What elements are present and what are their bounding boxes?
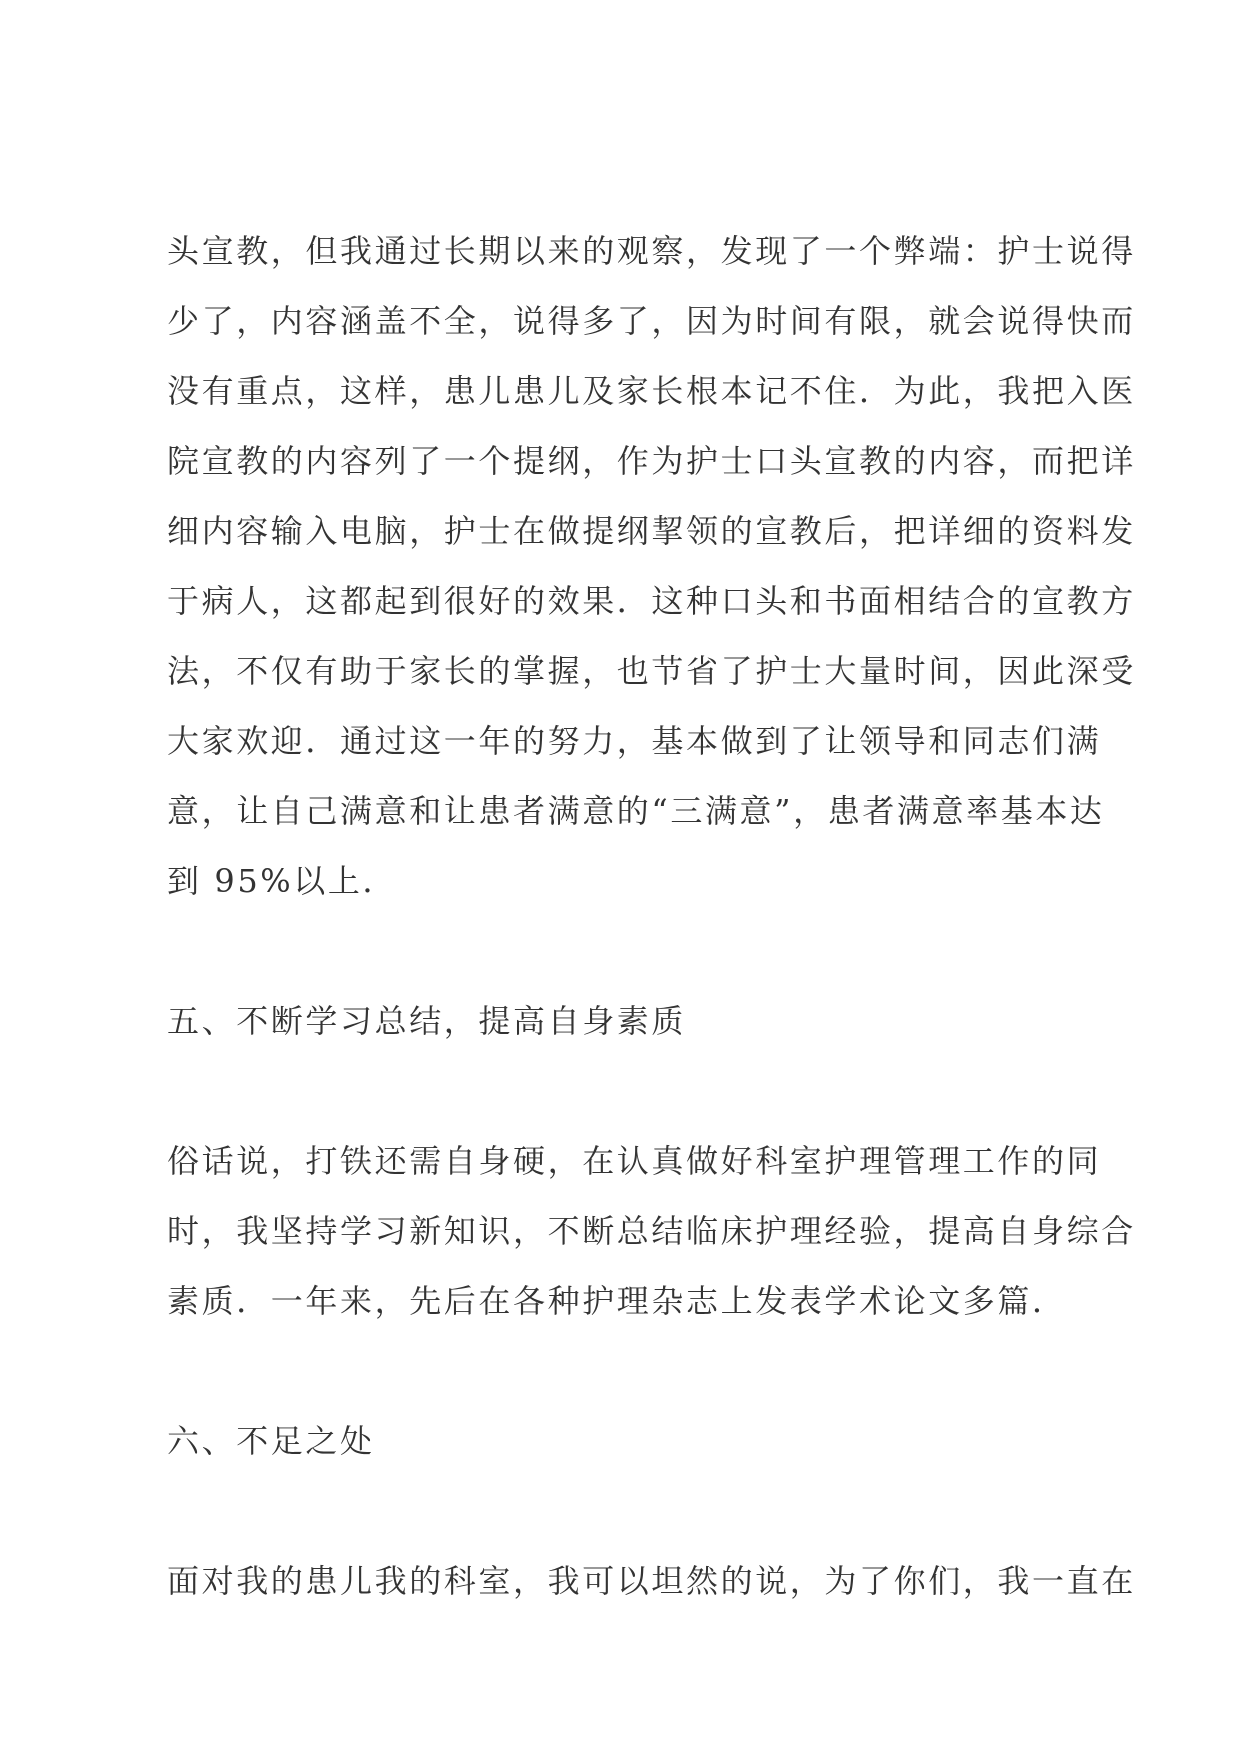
page-content bbox=[167, 216, 1136, 1616]
text-line: 没有重点，这样，患儿患儿及家长根本记不住．为此，我把入医 bbox=[167, 372, 1136, 410]
text-line: 大家欢迎．通过这一年的努力，基本做到了让领导和同志们满 bbox=[167, 722, 1102, 760]
section-heading-6: 六、不足之处 bbox=[167, 1422, 375, 1460]
text-line: 院宣教的内容列了一个提纲，作为护士口头宣教的内容，而把详 bbox=[167, 442, 1136, 480]
paragraph-spacer bbox=[167, 916, 1087, 986]
text-line: 到 95%以上． bbox=[167, 862, 398, 900]
paragraph-patient-education bbox=[167, 216, 1136, 916]
paragraph-spacer bbox=[167, 1476, 1087, 1546]
text-line: 面对我的患儿我的科室，我可以坦然的说，为了你们，我一直在 bbox=[167, 1562, 1136, 1600]
text-line: 时，我坚持学习新知识，不断总结临床护理经验，提高自身综合 bbox=[167, 1212, 1136, 1250]
paragraph-self-improvement bbox=[167, 1126, 1136, 1336]
text-line: 头宣教，但我通过长期以来的观察，发现了一个弊端：护士说得 bbox=[167, 232, 1136, 270]
section-heading-5: 五、不断学习总结，提高自身素质 bbox=[167, 1002, 687, 1040]
paragraph-shortcomings bbox=[167, 1546, 1136, 1616]
paragraph-spacer bbox=[167, 1056, 1087, 1126]
text-line: 意，让自己满意和让患者满意的“三满意”，患者满意率基本达 bbox=[167, 792, 1105, 830]
paragraph-spacer bbox=[167, 1336, 1087, 1406]
text-line: 于病人，这都起到很好的效果．这种口头和书面相结合的宣教方 bbox=[167, 582, 1136, 620]
text-line: 细内容输入电脑，护士在做提纲挈领的宣教后，把详细的资料发 bbox=[167, 512, 1136, 550]
text-line: 少了，内容涵盖不全，说得多了，因为时间有限，就会说得快而 bbox=[167, 302, 1136, 340]
text-line: 法，不仅有助于家长的掌握，也节省了护士大量时间，因此深受 bbox=[167, 652, 1136, 690]
text-line: 俗话说，打铁还需自身硬，在认真做好科室护理管理工作的同 bbox=[167, 1142, 1102, 1180]
text-line: 素质．一年来，先后在各种护理杂志上发表学术论文多篇． bbox=[167, 1282, 1067, 1320]
